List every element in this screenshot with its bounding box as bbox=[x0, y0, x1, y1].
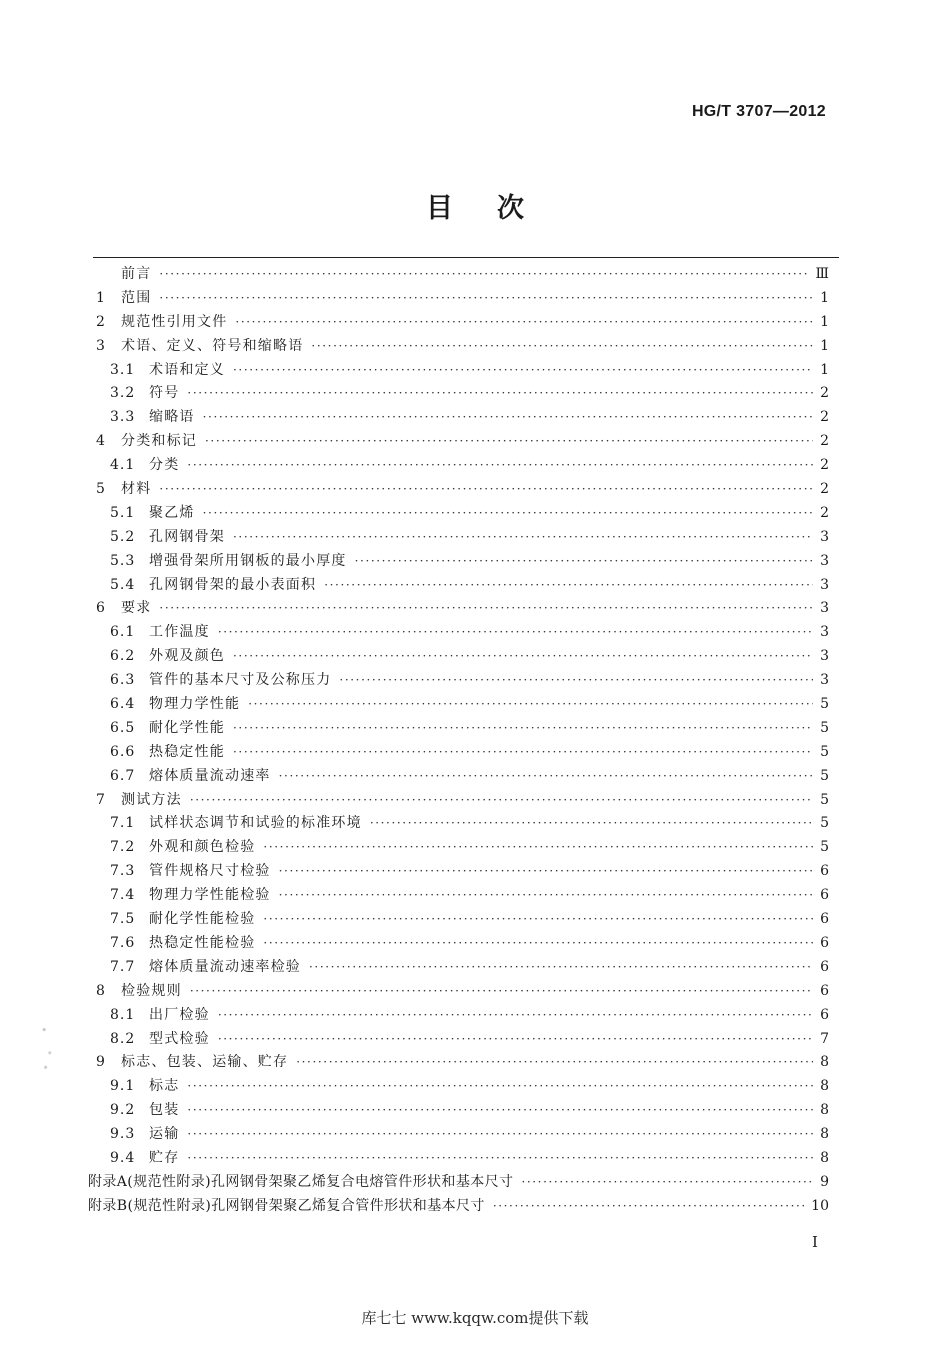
toc-entry-title: 试样状态调节和试验的标准环境 bbox=[149, 815, 362, 832]
toc-entry-page: 5 bbox=[820, 719, 829, 736]
toc-entry-page: 2 bbox=[820, 457, 829, 474]
toc-entry[interactable] bbox=[96, 574, 829, 598]
toc-entry-title: 增强骨架所用钢板的最小厚度 bbox=[149, 552, 347, 569]
toc-entry-page: 3 bbox=[820, 624, 829, 641]
toc-entry-title: 孔网钢骨架 bbox=[149, 528, 225, 545]
toc-entry-title: 检验规则 bbox=[121, 982, 182, 999]
toc-entry[interactable] bbox=[96, 980, 829, 1004]
toc-entry-title: 术语和定义 bbox=[149, 361, 225, 378]
toc-entry[interactable] bbox=[96, 287, 829, 311]
toc-entry-title: 标志 bbox=[149, 1078, 180, 1095]
toc-entry-page: 2 bbox=[820, 504, 829, 521]
page-title: 目次 bbox=[426, 193, 568, 224]
toc-entry-number: 9.4 bbox=[110, 1149, 136, 1166]
page-number: I bbox=[812, 1233, 818, 1251]
toc-leader-dots bbox=[521, 1171, 813, 1195]
toc-entry[interactable] bbox=[96, 359, 829, 383]
toc-entry-title: 运输 bbox=[149, 1126, 180, 1143]
toc-entry-number: 7 bbox=[96, 791, 105, 808]
toc-leader-dots bbox=[203, 502, 813, 526]
toc-leader-dots bbox=[159, 287, 813, 311]
toc-leader-dots bbox=[159, 478, 813, 502]
table-of-contents bbox=[88, 263, 829, 1219]
toc-entry-page: 5 bbox=[820, 839, 829, 856]
toc-entry-number: 1 bbox=[96, 289, 105, 306]
toc-entry-page: 10 bbox=[811, 1197, 829, 1214]
toc-entry-page: 8 bbox=[820, 1149, 829, 1166]
toc-entry[interactable] bbox=[96, 526, 829, 550]
toc-entry-number: 7.6 bbox=[110, 934, 136, 951]
toc-entry-page: 2 bbox=[820, 481, 829, 498]
toc-entry-page: 2 bbox=[820, 409, 829, 426]
title-divider bbox=[93, 257, 839, 258]
toc-entry[interactable] bbox=[96, 741, 829, 765]
toc-entry-number: 8.2 bbox=[110, 1030, 136, 1047]
toc-entry-title: 熔体质量流动速率 bbox=[149, 767, 271, 784]
toc-appendix-entry[interactable] bbox=[88, 1171, 829, 1195]
toc-entry-page: 5 bbox=[820, 767, 829, 784]
toc-leader-dots bbox=[187, 1099, 813, 1123]
toc-entry[interactable] bbox=[96, 311, 829, 335]
toc-entry-page: 5 bbox=[820, 743, 829, 760]
toc-entry-number: 8 bbox=[96, 982, 105, 999]
toc-entry-number: 6.3 bbox=[110, 672, 136, 689]
toc-entry[interactable] bbox=[96, 836, 829, 860]
toc-entry-title: 要求 bbox=[121, 600, 152, 617]
toc-entry[interactable] bbox=[96, 478, 829, 502]
toc-entry-title: 管件的基本尺寸及公称压力 bbox=[149, 672, 332, 689]
toc-entry-page: 6 bbox=[820, 982, 829, 999]
toc-leader-dots bbox=[203, 406, 813, 430]
toc-entry-title: 材料 bbox=[121, 481, 152, 498]
toc-entry[interactable] bbox=[96, 597, 829, 621]
toc-entry-number: 9.3 bbox=[110, 1126, 136, 1143]
toc-entry-title: 外观和颜色检验 bbox=[149, 839, 256, 856]
toc-entry-title: 耐化学性能检验 bbox=[149, 911, 256, 928]
toc-leader-dots bbox=[218, 621, 813, 645]
toc-leader-dots bbox=[187, 382, 813, 406]
toc-entry[interactable] bbox=[96, 621, 829, 645]
toc-leader-dots bbox=[218, 1028, 813, 1052]
toc-entry-page: 3 bbox=[820, 576, 829, 593]
toc-entry[interactable] bbox=[96, 1028, 829, 1052]
toc-entry-page: 8 bbox=[820, 1102, 829, 1119]
toc-entry-title: 型式检验 bbox=[149, 1030, 210, 1047]
toc-entry[interactable] bbox=[96, 550, 829, 574]
toc-entry-page: 8 bbox=[820, 1054, 829, 1071]
toc-leader-dots bbox=[370, 812, 813, 836]
toc-leader-dots bbox=[493, 1195, 805, 1219]
toc-entry-title: 耐化学性能 bbox=[149, 719, 225, 736]
toc-entry-title: 物理力学性能 bbox=[149, 696, 241, 713]
toc-leader-dots bbox=[309, 956, 813, 980]
toc-leader-dots bbox=[187, 1147, 813, 1171]
toc-entry-page: 6 bbox=[820, 887, 829, 904]
toc-entry-title: 术语、定义、符号和缩略语 bbox=[121, 337, 304, 354]
toc-entry-number: 6.5 bbox=[110, 719, 136, 736]
toc-leader-dots bbox=[233, 645, 813, 669]
toc-entry-title: 标志、包装、运输、贮存 bbox=[121, 1054, 289, 1071]
toc-leader-dots bbox=[190, 980, 813, 1004]
toc-entry[interactable] bbox=[96, 1123, 829, 1147]
toc-entry[interactable] bbox=[96, 669, 829, 693]
toc-appendix-entry[interactable] bbox=[88, 1195, 829, 1219]
toc-leader-dots bbox=[279, 860, 813, 884]
toc-entry-number: 7.5 bbox=[110, 911, 136, 928]
toc-entry-number: 7.1 bbox=[110, 815, 136, 832]
toc-leader-dots bbox=[159, 263, 809, 287]
toc-leader-dots bbox=[296, 1051, 813, 1075]
toc-entry-number: 6.2 bbox=[110, 648, 136, 665]
toc-entry-number: 9 bbox=[96, 1054, 105, 1071]
toc-entry-number: 6.1 bbox=[110, 624, 136, 641]
toc-entry-number: 3 bbox=[96, 337, 105, 354]
toc-entry-number: 7.4 bbox=[110, 887, 136, 904]
toc-entry-title: 分类和标记 bbox=[121, 433, 197, 450]
toc-leader-dots bbox=[159, 597, 813, 621]
toc-entry[interactable] bbox=[96, 884, 829, 908]
toc-entry-number: 7.7 bbox=[110, 958, 136, 975]
toc-entry[interactable] bbox=[96, 789, 829, 813]
toc-entry-title: 附录B(规范性附录)孔网钢骨架聚乙烯复合管件形状和基本尺寸 bbox=[88, 1197, 485, 1214]
toc-entry-number: 3.3 bbox=[110, 409, 136, 426]
download-footer: 库七七 www.kqqw.com提供下载 bbox=[361, 1309, 589, 1327]
toc-entry-page: 1 bbox=[820, 313, 829, 330]
toc-entry-page: 5 bbox=[820, 696, 829, 713]
toc-entry-page: 9 bbox=[820, 1173, 829, 1190]
toc-entry[interactable] bbox=[96, 335, 829, 359]
toc-entry[interactable] bbox=[96, 263, 829, 287]
toc-entry[interactable] bbox=[96, 430, 829, 454]
toc-entry[interactable] bbox=[96, 382, 829, 406]
toc-entry-title: 贮存 bbox=[149, 1149, 180, 1166]
toc-entry-title: 缩略语 bbox=[149, 409, 195, 426]
toc-entry[interactable] bbox=[96, 693, 829, 717]
toc-entry-page: 6 bbox=[820, 863, 829, 880]
toc-entry[interactable] bbox=[96, 932, 829, 956]
toc-entry[interactable] bbox=[96, 1075, 829, 1099]
toc-entry-title: 热稳定性能 bbox=[149, 743, 225, 760]
toc-entry-page: 3 bbox=[820, 648, 829, 665]
toc-entry-page: 5 bbox=[820, 815, 829, 832]
toc-entry-title: 热稳定性能检验 bbox=[149, 934, 256, 951]
toc-entry-number: 4.1 bbox=[110, 457, 136, 474]
toc-leader-dots bbox=[205, 430, 813, 454]
toc-entry-title: 前言 bbox=[121, 266, 152, 282]
toc-entry-number: 5.4 bbox=[110, 576, 136, 593]
toc-entry[interactable] bbox=[96, 860, 829, 884]
toc-leader-dots bbox=[279, 765, 813, 789]
toc-entry[interactable] bbox=[96, 502, 829, 526]
standard-code: HG/T 3707—2012 bbox=[691, 103, 826, 120]
toc-entry[interactable] bbox=[96, 717, 829, 741]
toc-leader-dots bbox=[187, 1075, 813, 1099]
toc-entry-number: 5 bbox=[96, 481, 105, 498]
toc-leader-dots bbox=[218, 1004, 813, 1028]
toc-leader-dots bbox=[233, 526, 813, 550]
toc-entry-number: 7.3 bbox=[110, 863, 136, 880]
toc-entry-title: 出厂检验 bbox=[149, 1006, 210, 1023]
toc-entry-page: 2 bbox=[820, 433, 829, 450]
toc-entry-number: 5.2 bbox=[110, 528, 136, 545]
toc-entry-title: 附录A(规范性附录)孔网钢骨架聚乙烯复合电熔管件形状和基本尺寸 bbox=[88, 1173, 514, 1190]
toc-entry[interactable] bbox=[96, 908, 829, 932]
toc-leader-dots bbox=[324, 574, 813, 598]
toc-entry-page: 2 bbox=[820, 385, 829, 402]
toc-entry-number: 8.1 bbox=[110, 1006, 136, 1023]
toc-entry-number: 5.1 bbox=[110, 504, 136, 521]
toc-leader-dots bbox=[190, 789, 813, 813]
toc-entry-number: 9.1 bbox=[110, 1078, 136, 1095]
toc-leader-dots bbox=[233, 359, 813, 383]
toc-entry-number: 9.2 bbox=[110, 1102, 136, 1119]
toc-leader-dots bbox=[233, 717, 813, 741]
toc-entry-number: 6.7 bbox=[110, 767, 136, 784]
toc-entry-title: 工作温度 bbox=[149, 624, 210, 641]
toc-entry-number: 3.2 bbox=[110, 385, 136, 402]
toc-entry-title: 管件规格尺寸检验 bbox=[149, 863, 271, 880]
toc-leader-dots bbox=[233, 741, 813, 765]
toc-entry-page: 3 bbox=[820, 672, 829, 689]
toc-entry-page: 1 bbox=[820, 361, 829, 378]
toc-entry-number: 5.3 bbox=[110, 552, 136, 569]
toc-entry-number: 4 bbox=[96, 433, 105, 450]
scan-artifact bbox=[40, 1018, 54, 1076]
toc-leader-dots bbox=[248, 693, 813, 717]
toc-leader-dots bbox=[187, 454, 813, 478]
toc-leader-dots bbox=[279, 884, 813, 908]
toc-entry-page: Ⅲ bbox=[815, 266, 829, 282]
toc-leader-dots bbox=[263, 932, 813, 956]
toc-entry-page: 5 bbox=[820, 791, 829, 808]
toc-entry-title: 物理力学性能检验 bbox=[149, 887, 271, 904]
toc-entry-page: 6 bbox=[820, 1006, 829, 1023]
toc-entry-number: 6.6 bbox=[110, 743, 136, 760]
toc-leader-dots bbox=[235, 311, 813, 335]
toc-entry-page: 8 bbox=[820, 1126, 829, 1143]
toc-entry-page: 3 bbox=[820, 552, 829, 569]
toc-entry-title: 分类 bbox=[149, 457, 180, 474]
toc-entry-title: 外观及颜色 bbox=[149, 648, 225, 665]
toc-entry-number: 2 bbox=[96, 313, 105, 330]
toc-entry-page: 8 bbox=[820, 1078, 829, 1095]
toc-entry-page: 1 bbox=[820, 337, 829, 354]
toc-entry-title: 孔网钢骨架的最小表面积 bbox=[149, 576, 317, 593]
toc-entry-title: 熔体质量流动速率检验 bbox=[149, 958, 301, 975]
toc-entry-number: 6 bbox=[96, 600, 105, 617]
toc-leader-dots bbox=[355, 550, 813, 574]
toc-entry-page: 7 bbox=[820, 1030, 829, 1047]
toc-entry-number: 3.1 bbox=[110, 361, 136, 378]
toc-entry[interactable] bbox=[96, 765, 829, 789]
toc-entry[interactable] bbox=[96, 645, 829, 669]
toc-entry[interactable] bbox=[96, 1004, 829, 1028]
toc-leader-dots bbox=[311, 335, 813, 359]
toc-leader-dots bbox=[339, 669, 813, 693]
toc-entry-title: 聚乙烯 bbox=[149, 504, 195, 521]
toc-entry-page: 3 bbox=[820, 528, 829, 545]
toc-entry[interactable] bbox=[96, 406, 829, 430]
toc-entry[interactable] bbox=[96, 1099, 829, 1123]
toc-entry[interactable] bbox=[96, 1147, 829, 1171]
toc-entry-page: 6 bbox=[820, 911, 829, 928]
toc-entry[interactable] bbox=[96, 1051, 829, 1075]
toc-entry-number: 7.2 bbox=[110, 839, 136, 856]
toc-entry[interactable] bbox=[96, 454, 829, 478]
toc-entry[interactable] bbox=[96, 956, 829, 980]
toc-entry-title: 符号 bbox=[149, 385, 180, 402]
toc-entry-title: 测试方法 bbox=[121, 791, 182, 808]
toc-entry-title: 规范性引用文件 bbox=[121, 313, 228, 330]
toc-entry-title: 包装 bbox=[149, 1102, 180, 1119]
toc-leader-dots bbox=[263, 836, 813, 860]
toc-entry-number: 6.4 bbox=[110, 696, 136, 713]
toc-entry-page: 6 bbox=[820, 958, 829, 975]
toc-entry-title: 范围 bbox=[121, 289, 152, 306]
toc-leader-dots bbox=[187, 1123, 813, 1147]
toc-entry-page: 1 bbox=[820, 289, 829, 306]
toc-leader-dots bbox=[263, 908, 813, 932]
toc-entry-page: 3 bbox=[820, 600, 829, 617]
toc-entry-page: 6 bbox=[820, 934, 829, 951]
toc-entry[interactable] bbox=[96, 812, 829, 836]
